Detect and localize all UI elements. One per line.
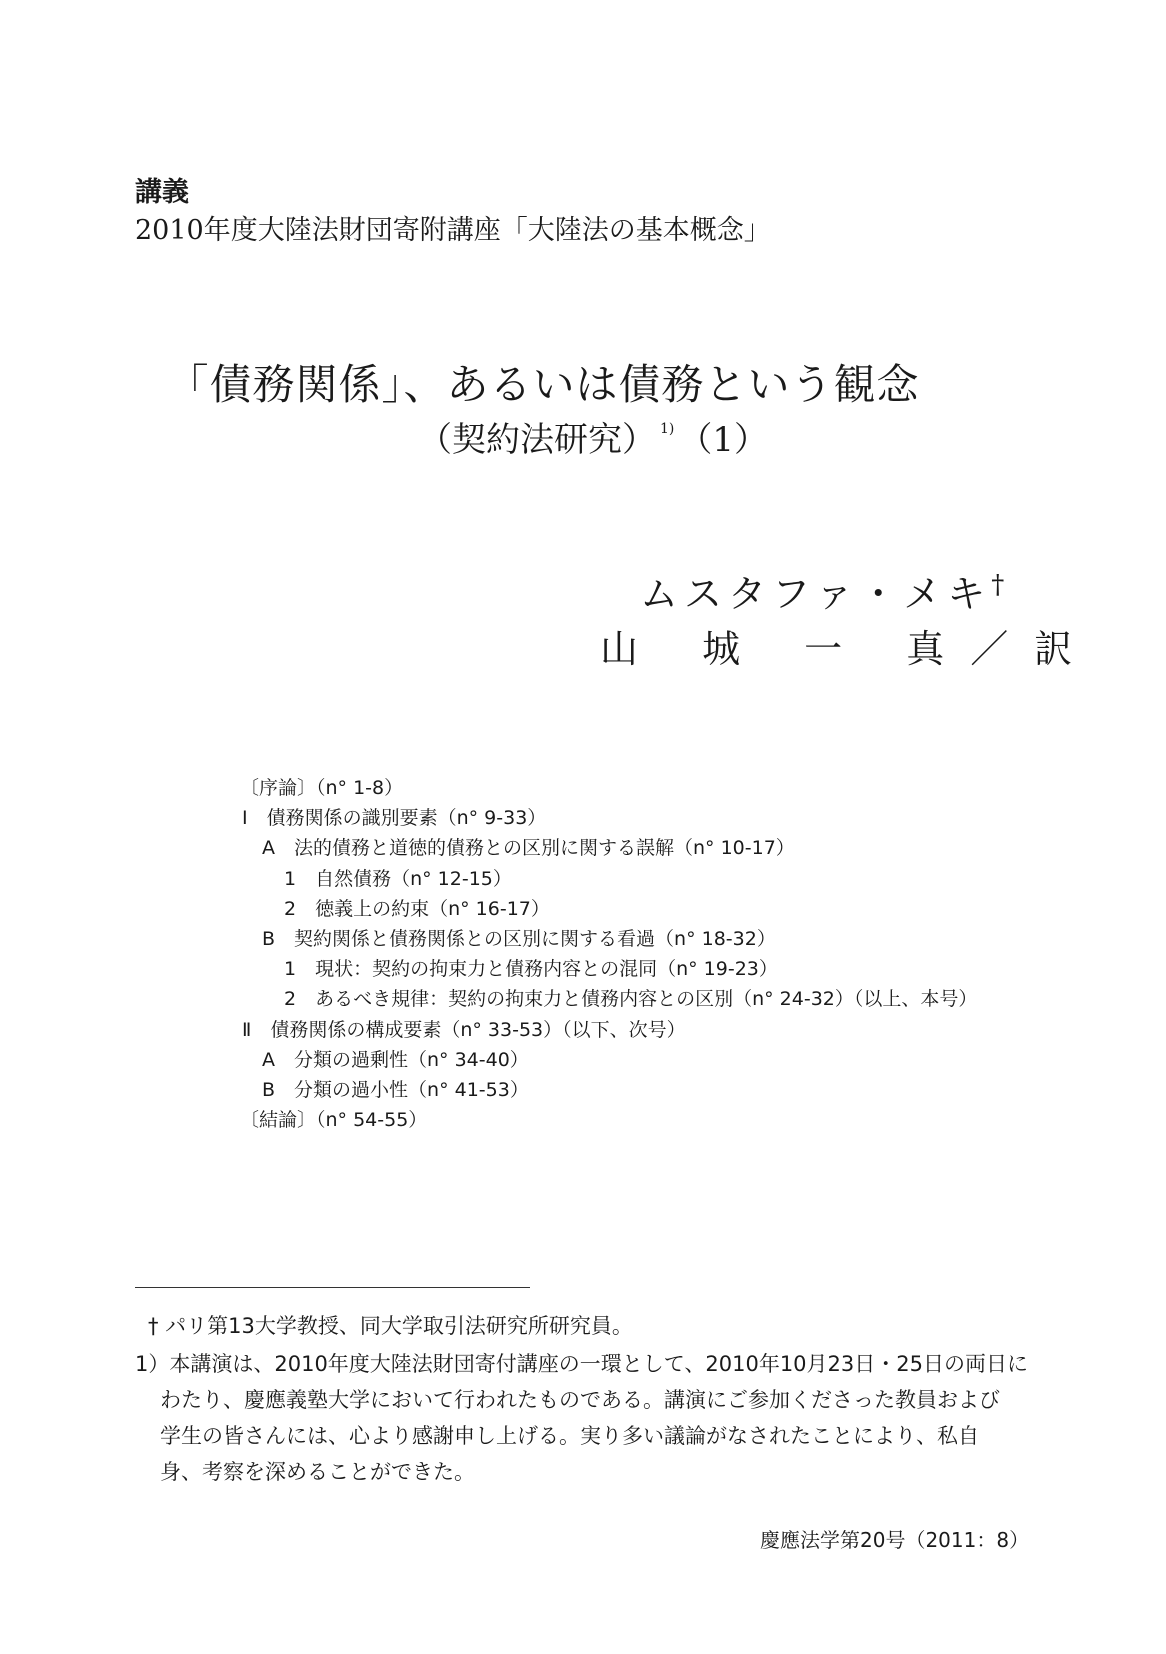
- lecture-series: 2010年度大陸法財団寄附講座「大陸法の基本概念」: [135, 215, 771, 246]
- author-name: ムスタファ・メキ: [640, 572, 992, 616]
- toc-item: 2 徳義上の約束（n° 16-17）: [284, 897, 550, 920]
- footnote-1-line: わたり、慶應義塾大学において行われたものである。講演にご参加くださった教員および: [160, 1388, 1000, 1412]
- footnote-1-line: 1）本講演は、2010年度大陸法財団寄付講座の一環として、2010年10月23日・25日の両日に: [135, 1352, 1028, 1376]
- toc-item: Ⅰ 債務関係の識別要素（n° 9-33）: [242, 807, 547, 830]
- author: [640, 563, 1010, 618]
- toc-item: 〔結論〕（n° 54-55）: [240, 1109, 428, 1132]
- article-subtitle: [10, 412, 1166, 461]
- table-of-contents: [240, 773, 977, 1135]
- toc-item: B 契約関係と債務関係との区別に関する看過（n° 18-32）: [262, 928, 776, 951]
- footnote-1: [135, 1346, 1035, 1490]
- toc-item: 1 現状：契約の拘束力と債務内容との混同（n° 19-23）: [284, 958, 778, 981]
- journal-citation: 慶應法学第20号（2011：8）: [760, 1528, 1030, 1552]
- toc-item: 1 自然債務（n° 12-15）: [284, 867, 512, 890]
- dagger-mark: †: [991, 570, 1011, 600]
- toc-item: A 法的債務と道徳的債務との区別に関する誤解（n° 10-17）: [262, 837, 795, 860]
- footnote-1-line: 身、考察を深めることができた。: [160, 1460, 475, 1484]
- footnote-ref: 1): [659, 421, 675, 437]
- lecture-label: 講義: [135, 177, 189, 208]
- toc-item: Ⅱ 債務関係の構成要素（n° 33-53）（以下、次号）: [242, 1018, 686, 1041]
- translator: 山 城 一 真／訳: [600, 627, 1099, 671]
- footnote-divider: [135, 1287, 530, 1288]
- footnote-dagger: † パリ第13大学教授、同大学取引法研究所研究員。: [148, 1314, 633, 1338]
- part-number: （1）: [678, 420, 768, 460]
- toc-item: A 分類の過剰性（n° 34-40）: [262, 1048, 529, 1071]
- footnote-1-line: 学生の皆さんには、心より感謝申し上げる。実り多い議論がなされたことにより、私自: [160, 1424, 979, 1448]
- article-title: 「債務関係」、あるいは債務という観念: [166, 360, 920, 409]
- toc-item: 2 あるべき規律：契約の拘束力と債務内容との区別（n° 24-32）（以上、本号）: [284, 988, 978, 1011]
- subtitle-text: （契約法研究）: [417, 420, 656, 460]
- toc-item: 〔序論〕（n° 1-8）: [240, 777, 404, 799]
- toc-item: B 分類の過小性（n° 41-53）: [262, 1079, 529, 1102]
